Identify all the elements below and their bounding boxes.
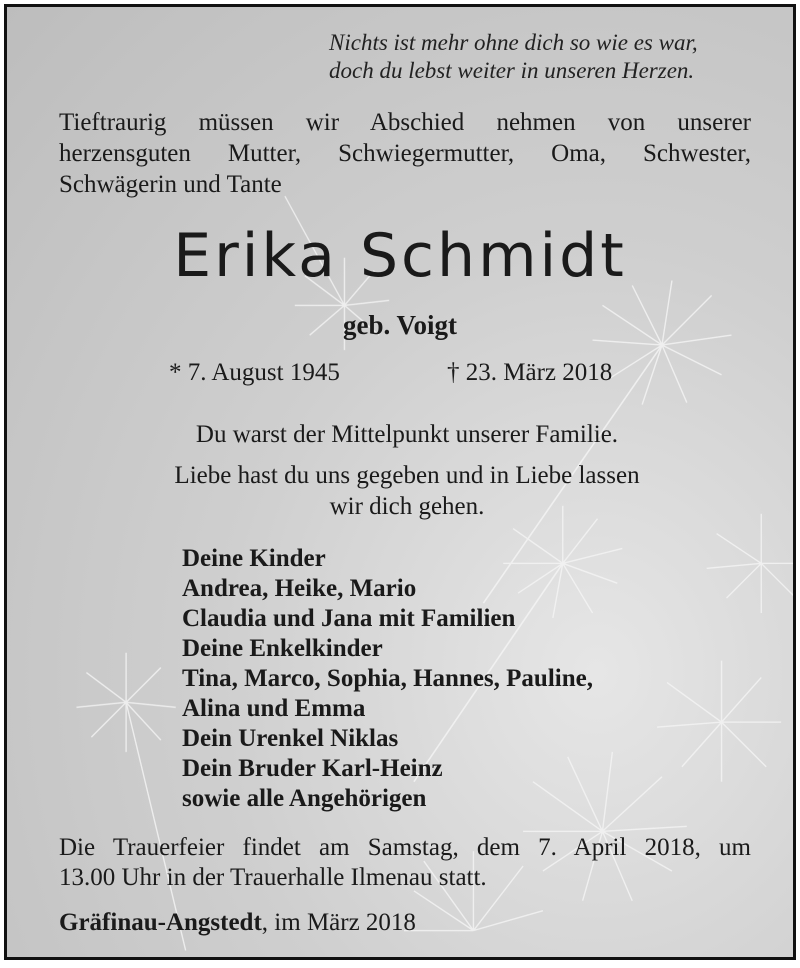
mourner-line: Alina und Emma	[182, 695, 366, 722]
obituary-notice	[4, 4, 796, 960]
service-info	[59, 833, 751, 893]
mourner-line: sowie alle Angehörigen	[182, 785, 427, 812]
death-date: † 23. März 2018	[447, 359, 613, 386]
intro-line-2: herzensguten Mutter, Schwiegermutter, Oma, Schwester,	[59, 140, 751, 167]
deceased-name: Erika Schmidt	[173, 221, 627, 291]
quote-line-1: Du warst der Mittelpunkt unserer Familie.	[195, 421, 619, 448]
place-town: Gräfinau-Angstedt	[59, 909, 262, 936]
intro-line-1: Tieftraurig müssen wir Abschied nehmen von unserer	[59, 109, 751, 136]
mourners-list	[182, 544, 593, 814]
mourner-line: Dein Bruder Karl-Heinz	[182, 755, 443, 782]
mourner-line: Claudia und Jana mit Familien	[182, 605, 516, 632]
quote-line-2: Liebe hast du uns gegeben und in Liebe lassen	[174, 462, 640, 489]
mourner-line: Tina, Marco, Sophia, Hannes, Pauline,	[182, 665, 593, 692]
mourner-line: Dein Urenkel Niklas	[182, 725, 399, 752]
motto-line-2: doch du lebst weiter in unseren Herzen.	[329, 58, 695, 83]
motto-line-1: Nichts ist mehr ohne dich so wie es war,	[329, 30, 698, 55]
intro-line-3: Schwägerin und Tante	[59, 171, 282, 198]
service-line-1: Die Trauerfeier findet am Samstag, dem 7. April 2018, um	[59, 834, 751, 861]
intro-text	[59, 107, 751, 200]
place-and-date	[59, 909, 416, 937]
motto-verse	[329, 29, 769, 85]
farewell-quote	[7, 419, 796, 522]
service-line-2: 13.00 Uhr in der Trauerhalle Ilmenau statt.	[59, 864, 487, 891]
mourner-line: Deine Kinder	[182, 545, 326, 572]
mourner-line: Deine Enkelkinder	[182, 635, 383, 662]
birth-date: * 7. August 1945	[169, 359, 340, 386]
mourner-line: Andrea, Heike, Mario	[182, 575, 417, 602]
place-date: , im März 2018	[261, 909, 416, 936]
maiden-name: geb. Voigt	[342, 310, 458, 340]
quote-line-3: wir dich gehen.	[329, 493, 485, 520]
